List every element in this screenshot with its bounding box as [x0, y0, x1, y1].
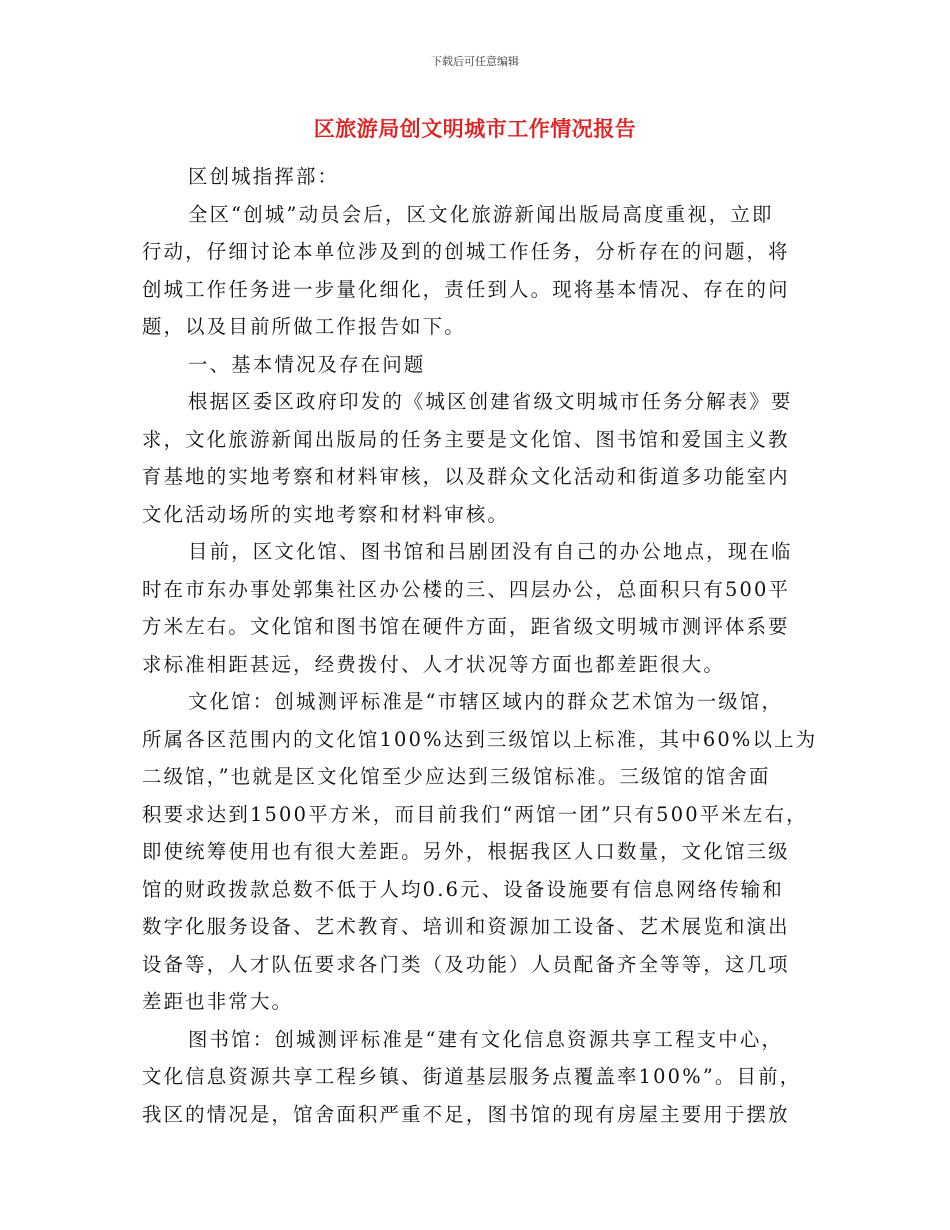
body-line: 创城工作任务进一步量化细化，责任到人。现将基本情况、存在的问: [142, 277, 790, 301]
body-line: 根据区委区政府印发的《城区创建省级文明城市任务分解表》要: [188, 390, 793, 413]
body-line: 目前，区文化馆、图书馆和吕剧团没有自己的办公地点，现在临: [188, 540, 793, 563]
body-line: 图书馆：创城测评标准是“建有文化信息资源共享工程支中心，: [188, 1027, 784, 1051]
body-line: 数字化服务设备、艺术教育、培训和资源加工设备、艺术展览和演出: [142, 915, 790, 938]
body-line: 区创城指挥部：: [188, 165, 340, 188]
body-line: 我区的情况是，馆舍面积严重不足，图书馆的现有房屋主要用于摆放: [142, 1102, 790, 1126]
body-line: 方米左右。文化馆和图书馆在硬件方面，距省级文明城市测评体系要: [142, 615, 790, 638]
document-body: [142, 158, 818, 1133]
body-line: 积要求达到1500平方米，而目前我们“两馆一团”只有500平米左右，: [142, 802, 808, 826]
document-title: 区旅游局创文明城市工作情况报告: [313, 117, 637, 141]
body-line: 差距也非常大。: [142, 990, 294, 1013]
body-line: 育基地的实地考察和材料审核，以及群众文化活动和街道多功能室内: [142, 465, 790, 488]
body-line: 求标准相距甚远，经费拨付、人才状况等方面也都差距很大。: [142, 652, 725, 676]
body-line: 即使统筹使用也有很大差距。另外，根据我区人口数量，文化馆三级: [142, 840, 790, 863]
body-line: 文化活动场所的实地考察和材料审核。: [142, 502, 510, 526]
body-line: 题，以及目前所做工作报告如下。: [142, 315, 466, 338]
body-line: 求，文化旅游新闻出版局的任务主要是文化馆、图书馆和爱国主义教: [142, 427, 790, 451]
body-line: 行动，仔细讨论本单位涉及到的创城工作任务，分析存在的问题，将: [142, 240, 790, 263]
body-line: 设备等，人才队伍要求各门类（及功能）人员配备齐全等等，这几项: [142, 952, 790, 976]
body-line: 一、基本情况及存在问题: [188, 352, 426, 376]
page-header-note: 下载后可任意编辑: [431, 55, 519, 68]
body-line: 文化信息资源共享工程乡镇、街道基层服务点覆盖率100%”。目前，: [142, 1065, 802, 1088]
body-line: 时在市东办事处郭集社区办公楼的三、四层办公，总面积只有500平: [142, 577, 791, 601]
body-line: 全区“创城”动员会后，区文化旅游新闻出版局高度重视，立即: [188, 202, 774, 226]
body-line: 文化馆：创城测评标准是“市辖区域内的群众艺术馆为一级馆，: [188, 690, 784, 713]
body-line: 二级馆，”也就是区文化馆至少应达到三级馆标准。三级馆的馆舍面: [142, 765, 771, 788]
body-line: 馆的财政拨款总数不低于人均0.6元、设备设施要有信息网络传输和: [142, 877, 784, 901]
body-line: 所属各区范围内的文化馆100%达到三级馆以上标准，其中60%以上为: [142, 727, 818, 751]
